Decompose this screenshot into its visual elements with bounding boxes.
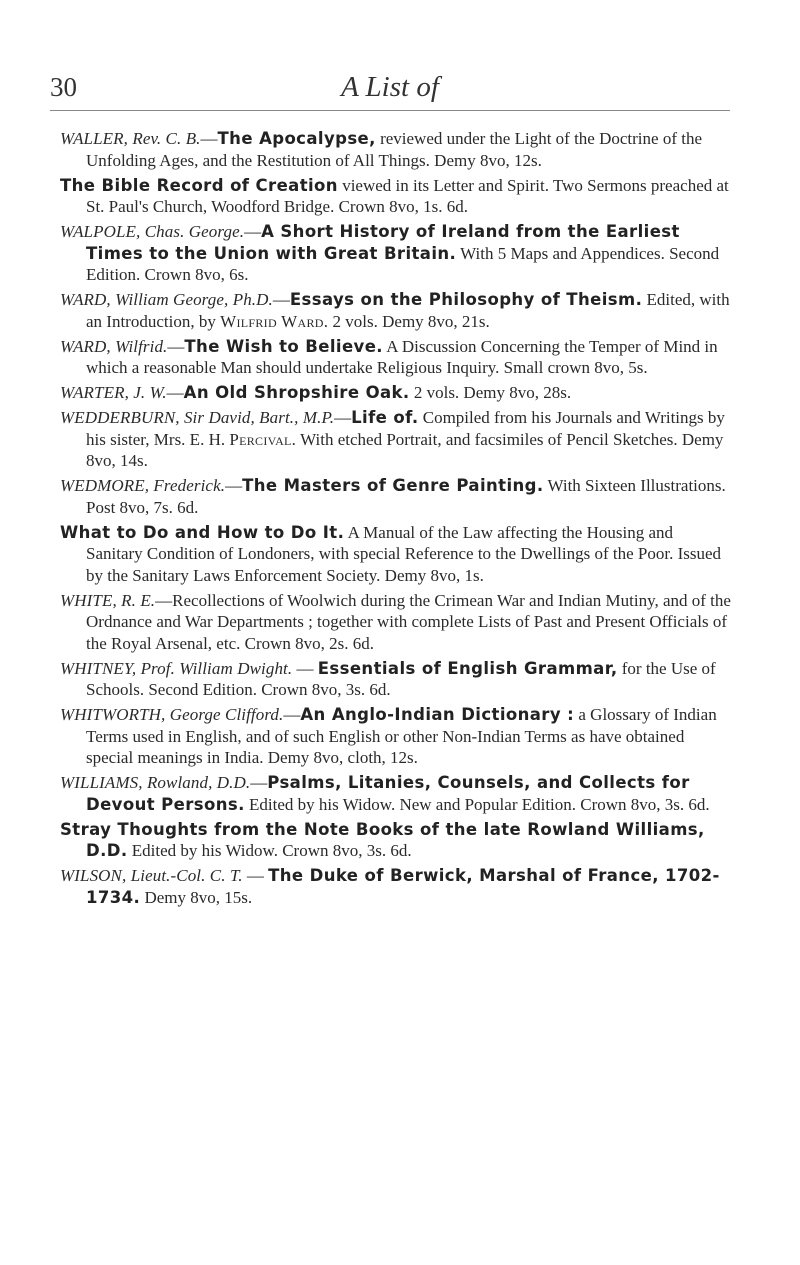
catalogue-entry: [60, 221, 732, 286]
entry-title: The Masters of Genre Painting.: [242, 476, 544, 495]
entry-author: WEDDERBURN, Sir David, Bart., M.P.: [60, 408, 335, 427]
entry-title: What to Do and How to Do It.: [60, 522, 345, 542]
entry-description: Recollections of Woolwich during the Crimean War and Indian Mutiny, and of the Ordnance and War Departments ; together with complete Lists of Past and Present Officials of the Royal Arsenal, etc. Crown 8vo, 2s. 6d.: [86, 590, 731, 653]
entry-description: a Glossary of Indian Terms used in English, and of such English or other Non-Indian Terms as have obtained special meanings in India. Demy 8vo, cloth, 12s.: [86, 705, 717, 767]
entry-author: WARD, William George, Ph.D.: [60, 290, 273, 309]
entry-title: Psalms, Litanies, Counsels, and Collects for Devout Persons.: [86, 773, 690, 814]
entry-description: 2 vols. Demy 8vo, 28s.: [409, 383, 572, 402]
entry-description: Edited by his Widow. New and Popular Edition. Crown 8vo, 3s. 6d.: [244, 794, 710, 814]
entry-description-continued: 2 vols. Demy 8vo, 21s.: [328, 311, 490, 331]
entry-description: Demy 8vo, 15s.: [140, 887, 253, 907]
entry-separator: —: [225, 476, 243, 495]
entry-title: The Duke of Berwick, Marshal of France, 1702-1734.: [86, 866, 720, 907]
entry-description: viewed in its Letter and Spirit. Two Sermons preached at St. Paul's Church, Woodford Bridge. Crown 8vo, 1s. 6d.: [86, 175, 729, 216]
catalogue-entry: [60, 865, 732, 908]
entry-title: An Anglo-Indian Dictionary :: [300, 705, 575, 724]
entry-title: A Short History of Ireland from the Earliest Times to the Union with Great Britain.: [86, 222, 680, 263]
catalogue-entry: [60, 336, 732, 379]
entry-author: WILSON, Lieut.-Col. C. T.: [60, 866, 243, 885]
entry-title: Essentials of English Grammar,: [317, 658, 618, 678]
entry-description: reviewed under the Light of the Doctrine of the Unfolding Ages, and the Restitution of All Things. Demy 8vo, 12s.: [86, 129, 702, 170]
entry-separator: —: [166, 383, 184, 402]
entry-separator: —: [272, 290, 290, 309]
page-header: [50, 70, 730, 110]
catalogue-entry: [60, 289, 732, 332]
entry-separator: —: [283, 705, 301, 724]
entry-separator: —: [292, 658, 318, 678]
entry-description-continued: With etched Portrait, and facsimiles of Pencil Sketches. Demy 8vo, 14s.: [86, 429, 724, 470]
entry-separator: —: [334, 408, 352, 427]
entry-description: A Discussion Concerning the Temper of Mind in which a reasonable Man should undertake Religious Inquiry. Small crown 8vo, 5s.: [86, 336, 718, 377]
entry-description: for the Use of Schools. Second Edition. Crown 8vo, 3s. 6d.: [86, 658, 716, 699]
page-number: 30: [50, 72, 77, 102]
entry-separator: —: [244, 222, 262, 241]
entry-description: Edited, with an Introduction, by: [86, 290, 730, 331]
entry-description: Edited by his Widow. Crown 8vo, 3s. 6d.: [127, 841, 412, 860]
catalogue-entry: [60, 522, 732, 587]
catalogue-entry: [60, 658, 732, 701]
catalogue-entry: [60, 475, 732, 518]
entry-author: WALLER, Rev. C. B.: [60, 129, 201, 148]
catalogue-entry: [60, 590, 732, 655]
entry-description: A Manual of the Law affecting the Housing and Sanitary Condition of Londoners, with special Reference to the Dwellings of the Poor. Issued by the Sanitary Laws Enforcement Society. Demy 8vo, 1s.: [86, 522, 722, 585]
catalogue-entry: [60, 382, 732, 404]
entry-compiler-name: Percival.: [229, 429, 297, 449]
header-rule: [50, 110, 730, 111]
entry-description: Compiled from his Journals and Writings by his sister, Mrs. E. H.: [86, 408, 725, 449]
entry-separator: —: [167, 336, 185, 356]
catalogue-entry: [60, 128, 732, 171]
entry-title: Stray Thoughts from the Note Books of the late Rowland Williams, D.D.: [60, 819, 705, 860]
entry-author: WHITWORTH, George Clifford.: [60, 705, 284, 724]
catalogue-entry: [60, 819, 732, 862]
running-head: A List of: [341, 71, 439, 103]
entry-author: WALPOLE, Chas. George.: [60, 222, 245, 241]
catalogue-entry: [60, 704, 732, 769]
entry-separator: —: [155, 590, 173, 610]
catalogue-entry: [60, 407, 732, 472]
catalogue-entry: [60, 175, 732, 218]
entry-separator: —: [242, 866, 269, 885]
entry-title: Life of.: [351, 408, 419, 427]
entry-author: WARTER, J. W.: [60, 383, 167, 402]
entry-description: With Sixteen Illustrations. Post 8vo, 7s. 6d.: [86, 476, 726, 517]
entry-title: The Wish to Believe.: [184, 336, 383, 356]
entry-title: Essays on the Philosophy of Theism.: [289, 290, 643, 309]
entry-separator: —: [200, 129, 218, 148]
entry-title: The Bible Record of Creation: [60, 175, 338, 195]
entry-author: WHITE, R. E.: [60, 590, 156, 610]
entry-author: WARD, Wilfrid.: [60, 336, 168, 356]
entry-description: With 5 Maps and Appendices. Second Edition. Crown 8vo, 6s.: [86, 243, 720, 284]
entry-title: An Old Shropshire Oak.: [183, 383, 410, 402]
catalogue-entries: [60, 128, 732, 912]
entry-title: The Apocalypse,: [217, 129, 376, 148]
entry-editor-name: Wilfrid Ward.: [220, 311, 329, 331]
entry-author: WEDMORE, Frederick.: [60, 476, 226, 495]
entry-separator: —: [250, 773, 268, 792]
entry-author: WHITNEY, Prof. William Dwight.: [60, 658, 293, 678]
catalogue-entry: [60, 772, 732, 815]
entry-author: WILLIAMS, Rowland, D.D.: [60, 773, 251, 792]
